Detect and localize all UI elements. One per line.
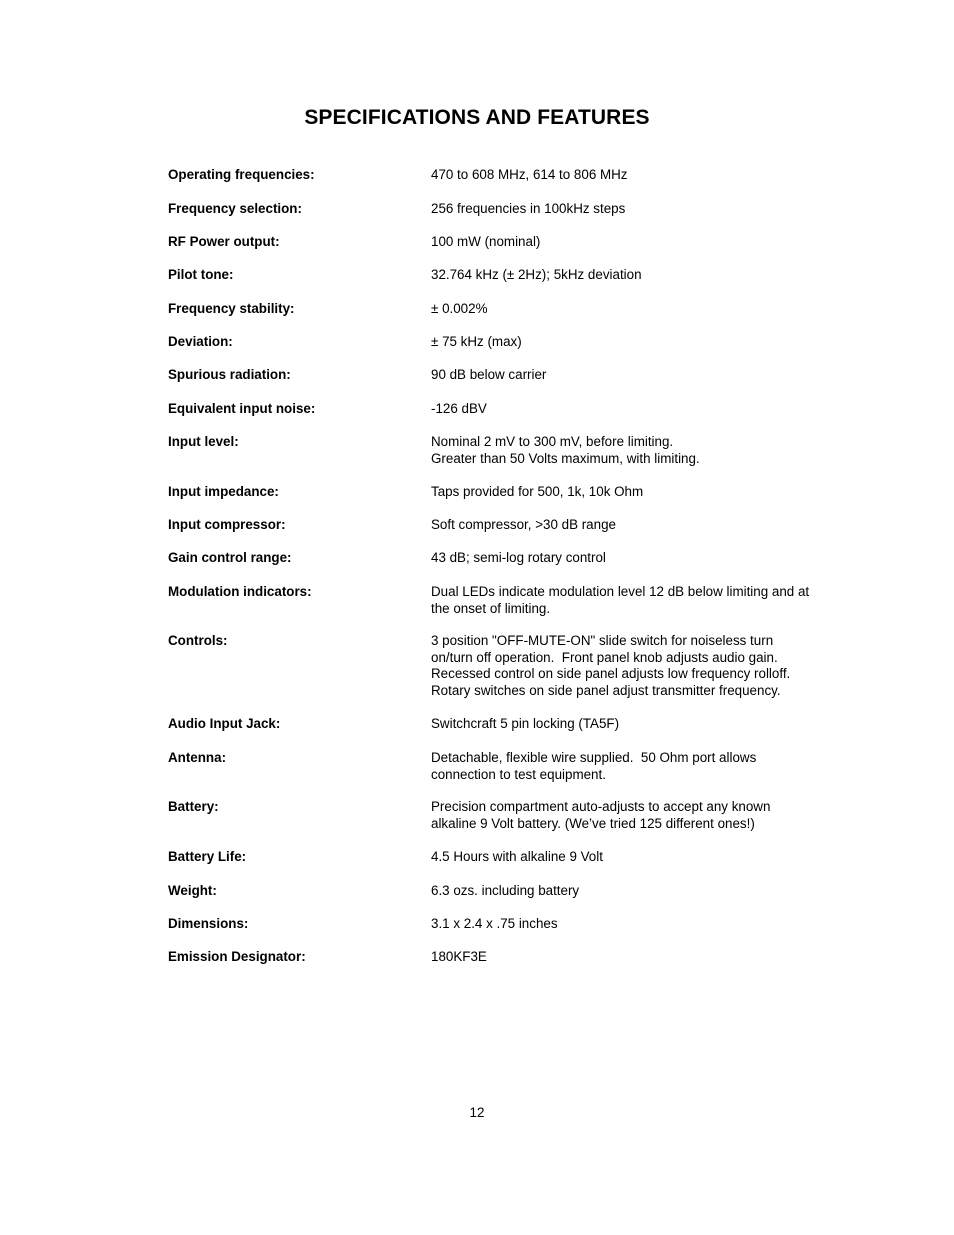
spec-value (431, 301, 851, 318)
spec-value-line: connection to test equipment. (431, 766, 606, 782)
spec-value-line: alkaline 9 Volt battery. (We’ve tried 125 different ones!) (431, 815, 755, 831)
spec-value (431, 334, 851, 351)
spec-value-line: 3 position "OFF-MUTE-ON" slide switch for noiseless turn (431, 633, 774, 648)
spec-value-line: on/turn off operation. Front panel knob adjusts audio gain. (431, 649, 778, 665)
spec-value-line: Precision compartment auto-adjusts to accept any known (431, 799, 771, 814)
spec-value (431, 434, 851, 467)
spec-value-line: the onset of limiting. (431, 600, 551, 616)
spec-label: Frequency stability: (168, 301, 295, 316)
spec-value-line: Dual LEDs indicate modulation level 12 dB below limiting and at (431, 584, 810, 599)
spec-label: Dimensions: (168, 916, 249, 931)
spec-value-line: 100 mW (nominal) (431, 234, 541, 249)
spec-label: Input compressor: (168, 517, 286, 532)
spec-label: Gain control range: (168, 550, 292, 565)
spec-value-line: Soft compressor, >30 dB range (431, 517, 616, 532)
spec-label: Operating frequencies: (168, 167, 315, 182)
spec-label: Antenna: (168, 750, 227, 765)
spec-value-line: Greater than 50 Volts maximum, with limiting. (431, 450, 700, 466)
spec-value-line: 90 dB below carrier (431, 367, 547, 382)
spec-value-line: 3.1 x 2.4 x .75 inches (431, 916, 558, 931)
spec-value (431, 849, 851, 866)
spec-value-line: 32.764 kHz (± 2Hz); 5kHz deviation (431, 267, 642, 282)
spec-value-line: 470 to 608 MHz, 614 to 806 MHz (431, 167, 628, 182)
spec-value (431, 367, 851, 384)
spec-value-line: ± 75 kHz (max) (431, 334, 522, 349)
spec-label: Equivalent input noise: (168, 401, 316, 416)
spec-value-line: 256 frequencies in 100kHz steps (431, 201, 626, 216)
spec-label: Battery: (168, 799, 219, 814)
spec-value (431, 484, 851, 501)
spec-label: Battery Life: (168, 849, 247, 864)
spec-value (431, 883, 851, 900)
spec-value (431, 633, 851, 699)
spec-label: Input level: (168, 434, 239, 449)
spec-value (431, 949, 851, 966)
spec-value (431, 234, 851, 251)
spec-label: Audio Input Jack: (168, 716, 281, 731)
spec-value (431, 916, 851, 933)
spec-value-line: Taps provided for 500, 1k, 10k Ohm (431, 484, 644, 499)
spec-value-line: Switchcraft 5 pin locking (TA5F) (431, 716, 620, 731)
spec-value (431, 167, 851, 184)
spec-value-line: Rotary switches on side panel adjust transmitter frequency. (431, 682, 781, 698)
spec-value-line: 180KF3E (431, 949, 487, 964)
spec-label: Deviation: (168, 334, 233, 349)
spec-label: Spurious radiation: (168, 367, 291, 382)
page-title: SPECIFICATIONS AND FEATURES (304, 106, 650, 129)
spec-value-line: Recessed control on side panel adjusts low frequency rolloff. (431, 666, 791, 682)
spec-value (431, 799, 851, 832)
spec-label: Emission Designator: (168, 949, 306, 964)
spec-value (431, 716, 851, 733)
spec-value-line: ± 0.002% (431, 301, 488, 316)
spec-value-line: Nominal 2 mV to 300 mV, before limiting. (431, 434, 674, 449)
page-number: 12 (469, 1105, 485, 1120)
spec-value (431, 401, 851, 418)
spec-label: Weight: (168, 883, 217, 898)
spec-value-line: 6.3 ozs. including battery (431, 883, 580, 898)
spec-label: Input impedance: (168, 484, 279, 499)
spec-value-line: 43 dB; semi-log rotary control (431, 550, 606, 565)
spec-label: RF Power output: (168, 234, 280, 249)
spec-value-line: Detachable, flexible wire supplied. 50 Ohm port allows (431, 750, 757, 765)
spec-value (431, 550, 851, 567)
spec-label: Modulation indicators: (168, 584, 312, 599)
spec-value-line: 4.5 Hours with alkaline 9 Volt (431, 849, 603, 864)
spec-value (431, 201, 851, 218)
spec-value-line: -126 dBV (431, 401, 487, 416)
spec-value (431, 750, 851, 783)
spec-value (431, 584, 851, 617)
spec-label: Pilot tone: (168, 267, 234, 282)
spec-value (431, 267, 851, 284)
spec-value (431, 517, 851, 534)
spec-label: Controls: (168, 633, 228, 648)
spec-label: Frequency selection: (168, 201, 302, 216)
